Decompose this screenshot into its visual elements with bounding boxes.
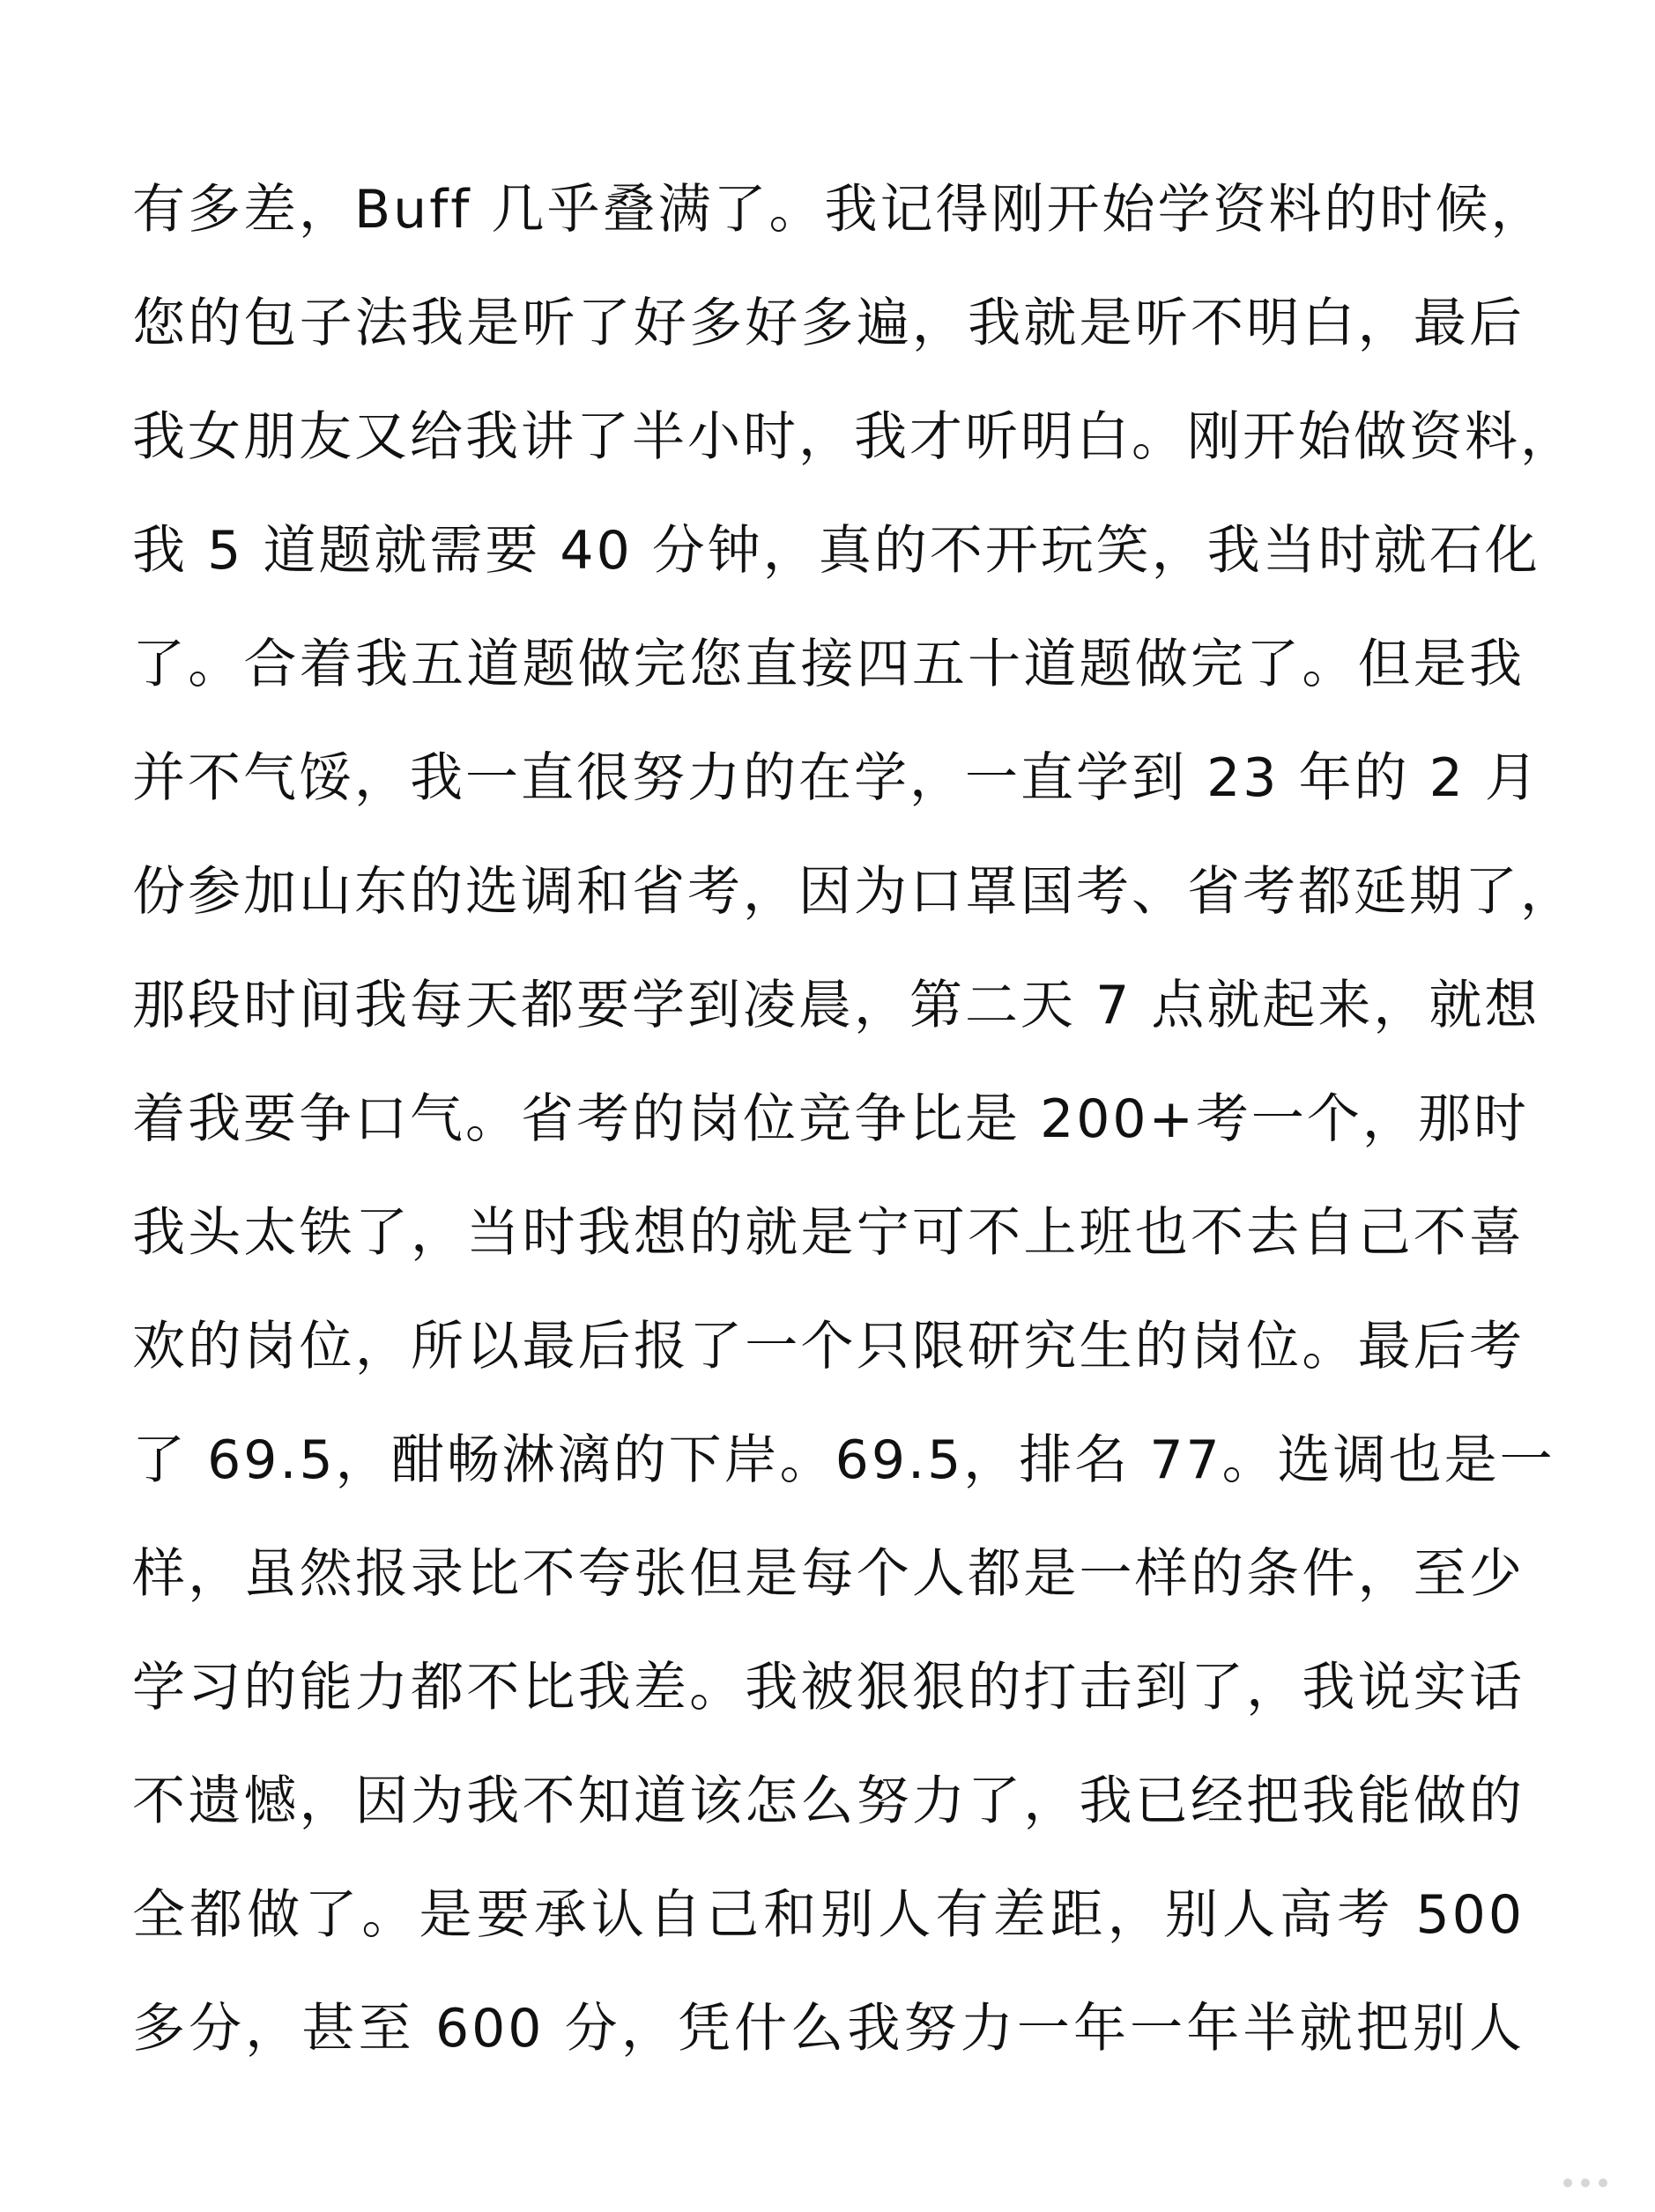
dot-icon: [1563, 2179, 1572, 2187]
text-line: 我 5 道题就需要 40 分钟，真的不开玩笑，我当时就石化: [132, 520, 1540, 582]
text-line: 有多差，Buff 几乎叠满了。我记得刚开始学资料的时候，: [132, 179, 1547, 241]
more-dots-icon: [1563, 2179, 1607, 2187]
dot-icon: [1599, 2179, 1607, 2187]
text-line: 欢的岗位，所以最后报了一个只限研究生的岗位。最后考: [132, 1316, 1525, 1377]
text-line: 您的包子法我是听了好多好多遍，我就是听不明白，最后: [132, 293, 1525, 354]
body-text: [132, 167, 1576, 2100]
text-line: 我头太铁了，当时我想的就是宁可不上班也不去自己不喜: [132, 1202, 1525, 1264]
text-line: 了 69.5，酣畅淋漓的下岸。69.5，排名 77。选调也是一: [132, 1429, 1555, 1491]
text-line: 那段时间我每天都要学到凌晨，第二天 7 点就起来，就想: [132, 975, 1540, 1036]
text-line: 我女朋友又给我讲了半小时，我才听明白。刚开始做资料，: [132, 406, 1576, 468]
text-line: 了。合着我五道题做完您直接四五十道题做完了。但是我: [132, 634, 1525, 695]
text-line: 着我要争口气。省考的岗位竞争比是 200+考一个，那时: [132, 1088, 1529, 1150]
text-line: 学习的能力都不比我差。我被狠狠的打击到了，我说实话: [132, 1657, 1525, 1718]
text-line: 全都做了。是要承认自己和别人有差距，别人高考 500: [132, 1884, 1525, 1946]
text-line: 多分，甚至 600 分，凭什么我努力一年一年半就把别人: [132, 1998, 1525, 2060]
text-line: 样，虽然报录比不夸张但是每个人都是一样的条件，至少: [132, 1543, 1525, 1605]
text-line: 份参加山东的选调和省考，因为口罩国考、省考都延期了，: [132, 861, 1576, 923]
text-line: 并不气馁，我一直很努力的在学，一直学到 23 年的 2 月: [132, 747, 1540, 809]
dot-icon: [1581, 2179, 1590, 2187]
text-line: 不遗憾，因为我不知道该怎么努力了，我已经把我能做的: [132, 1770, 1525, 1832]
